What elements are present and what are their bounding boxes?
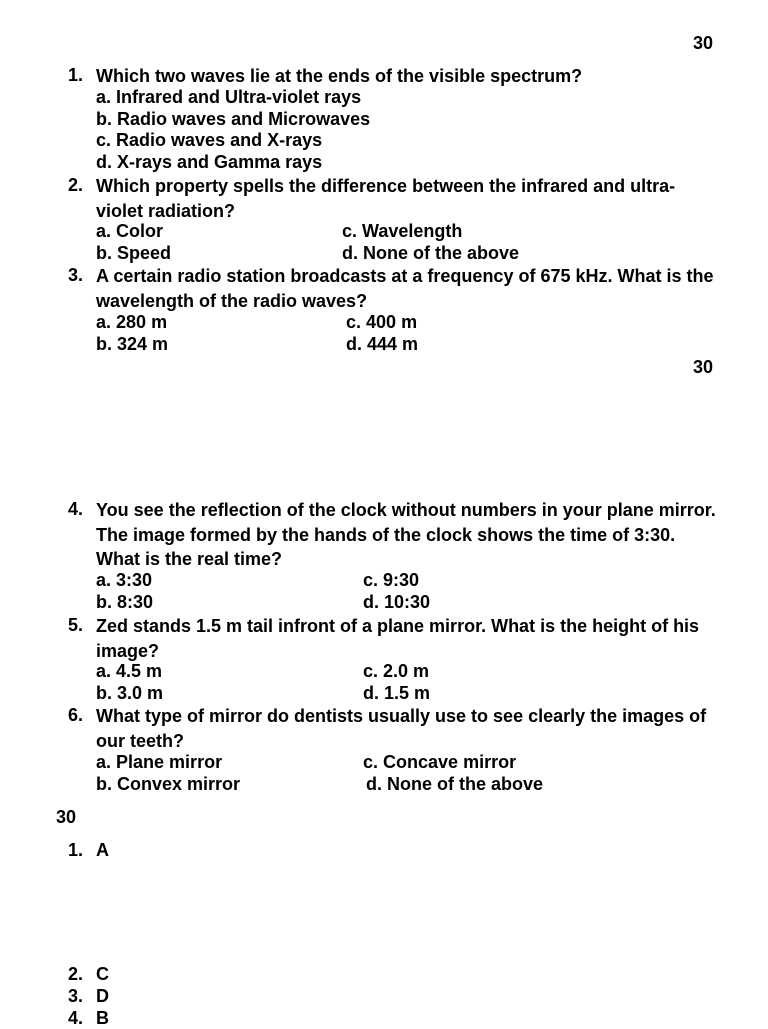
question-text: A certain radio station broadcasts at a frequency of 675 kHz. What is the wavelength of the radio waves? (96, 266, 714, 311)
option-4a: a. 3:30 (96, 570, 153, 590)
question-number: 3. (68, 265, 84, 285)
answer-3: 3. D (68, 986, 109, 1006)
option-4d: d. 10:30 (363, 592, 431, 612)
answer-2: 2. C (68, 964, 109, 984)
question-number: 2. (68, 175, 84, 195)
option-3c: c. 400 m (346, 312, 418, 332)
option-6a: a. Plane mirror (96, 752, 223, 772)
option-1d: d. X-rays and Gamma rays (96, 152, 323, 172)
question-text: Which two waves lie at the ends of the visible spectrum? (96, 66, 583, 86)
option-6d: d. None of the above (366, 774, 544, 794)
question-text: Zed stands 1.5 m tail infront of a plane mirror. What is the height of his image? (96, 616, 700, 661)
option-6c: c. Concave mirror (363, 752, 517, 772)
option-5b: b. 3.0 m (96, 683, 164, 703)
option-1a: a. Infrared and Ultra-violet rays (96, 87, 362, 107)
question-number: 5. (68, 615, 84, 635)
option-5a: a. 4.5 m (96, 661, 163, 681)
option-3b: b. 324 m (96, 334, 169, 354)
question-number: 6. (68, 705, 84, 725)
answer-4: 4. B (68, 1008, 109, 1028)
option-1b: b. Radio waves and Microwaves (96, 109, 371, 129)
option-3d: d. 444 m (346, 334, 419, 354)
answer-1: 1. A (68, 840, 109, 860)
question-number: 1. (68, 65, 84, 85)
page-number: 30 (693, 33, 714, 53)
option-5d: d. 1.5 m (363, 683, 431, 703)
question-4 (68, 498, 718, 572)
page-number: 30 (693, 357, 714, 377)
question-6 (68, 704, 718, 753)
question-5 (68, 614, 718, 663)
option-5c: c. 2.0 m (363, 661, 430, 681)
option-6b: b. Convex mirror (96, 774, 241, 794)
option-2a: a. Color (96, 221, 164, 241)
option-4b: b. 8:30 (96, 592, 154, 612)
option-3a: a. 280 m (96, 312, 168, 332)
option-4c: c. 9:30 (363, 570, 420, 590)
page-number: 30 (56, 807, 77, 827)
option-2b: b. Speed (96, 243, 172, 263)
option-1c: c. Radio waves and X-rays (96, 130, 323, 150)
question-number: 4. (68, 499, 84, 519)
question-text: You see the reflection of the clock without numbers in your plane mirror. The image formed by the hands of the clock shows the time of 3:30. What is the real time? (96, 500, 716, 569)
option-2c: c. Wavelength (342, 221, 463, 241)
option-2d: d. None of the above (342, 243, 520, 263)
question-3 (68, 264, 718, 313)
question-text: What type of mirror do dentists usually use to see clearly the images of our teeth? (96, 706, 707, 751)
question-2 (68, 174, 718, 223)
question-text: Which property spells the difference between the infrared and ultra-violet radiation? (96, 176, 676, 221)
question-1 (68, 64, 718, 89)
